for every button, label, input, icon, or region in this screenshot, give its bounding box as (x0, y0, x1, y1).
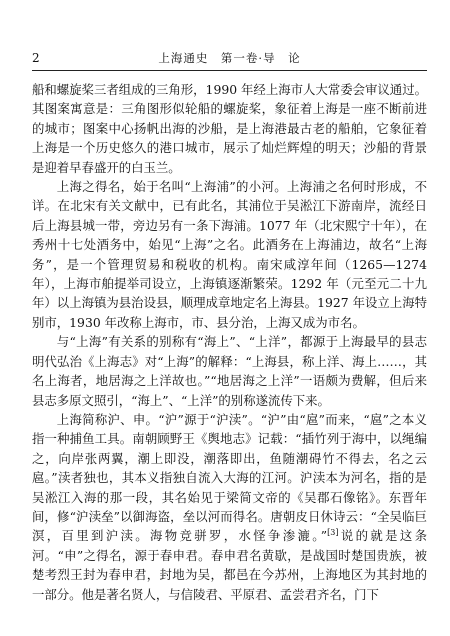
footnote-ref[interactable]: [3] (327, 528, 339, 538)
paragraph-3: 与“上海”有关系的别称有“海上”、“上洋”，都源于上海最早的县志明代弘治《上海志》对“上海”的解释：“上海县，称上洋、海上……，其名上海者，地居海之上洋故也。”“地居海之上洋”一语颇为费解，但后来县志多原文照引，“海上”、“上洋”的别称遂流传下来。 (32, 334, 427, 408)
page-number: 2 (32, 51, 40, 65)
running-header (32, 50, 427, 66)
paragraph-2: 上海之得名，始于名叫“上海浦”的小河。上海浦之名何时形成，不详。在北宋有关文献中，已有此名，其浦位于吴淞江下游南岸，流经日后上海县城一带，旁边另有一条下海浦。1077 年（北宋熙宁十年），在秀州十七处酒务中，始见“上海”之名。此酒务在上海浦边，故名“上海务”，是一个管理贸易和税收的机构。南宋咸淳年间（1265—1274 年），上海市舶提举司设立，上海镇逐渐繁荣。1292 年（元至元二十九年）以上海镇为县治设县，顺理成章地定名上海县。1927 年设立上海特别市，1930 年改称上海市，市、县分治，上海又成为市名。 (32, 179, 427, 330)
paragraph-1: 船和螺旋桨三者组成的三角形，1990 年经上海市人大常委会审议通过。其图案寓意是：三角图形似轮船的螺旋桨，象征着上海是一座不断前进的城市；图案中心扬帆出海的沙船，是上海港最古老的船舶，它象征着上海是一个历史悠久的港口城市，展示了灿烂辉煌的明天；沙船的背景是迎着早春盛开的白玉兰。 (32, 82, 427, 175)
paragraph-4-continuation: 说的就是这条河。“申”之得名，源于春申君。春申君名黄歇，是战国时楚国贵族，被楚考烈王封为春申君，封地为吴，都邑在今苏州，上海地区为其封地的一部分。他是著名贤人，与信陵君、平原君、孟尝君齐名，门下 (32, 528, 428, 602)
paragraph-4 (32, 410, 427, 604)
running-header-title: 上海通史 第一卷·导 论 (158, 51, 301, 65)
header-rule (32, 70, 427, 71)
paragraph-4-text: 上海简称沪、申。“沪”源于“沪渎”。“沪”由“扈”而来，“扈”之本义指一种捕鱼工具。南朝顾野王《舆地志》记载：“插竹列于海中，以绳编之，向岸张两翼，潮上即没，潮落即出，鱼随潮碍竹不得去，名之云扈。”渎者独也，其本义指独自流入大海的江河。沪渎本为河名，指的是吴淞江入海的那一段，其名始见于梁简文帝的《吴郡石像铭》。东晋年间，修“沪渎垒”以御海盗，垒以河而得名。唐朝皮日休诗云：“全吴临巨溟，百里到沪渎。海物竞骈罗，水怪争渗漉。” (32, 411, 427, 544)
body-text (32, 80, 427, 604)
